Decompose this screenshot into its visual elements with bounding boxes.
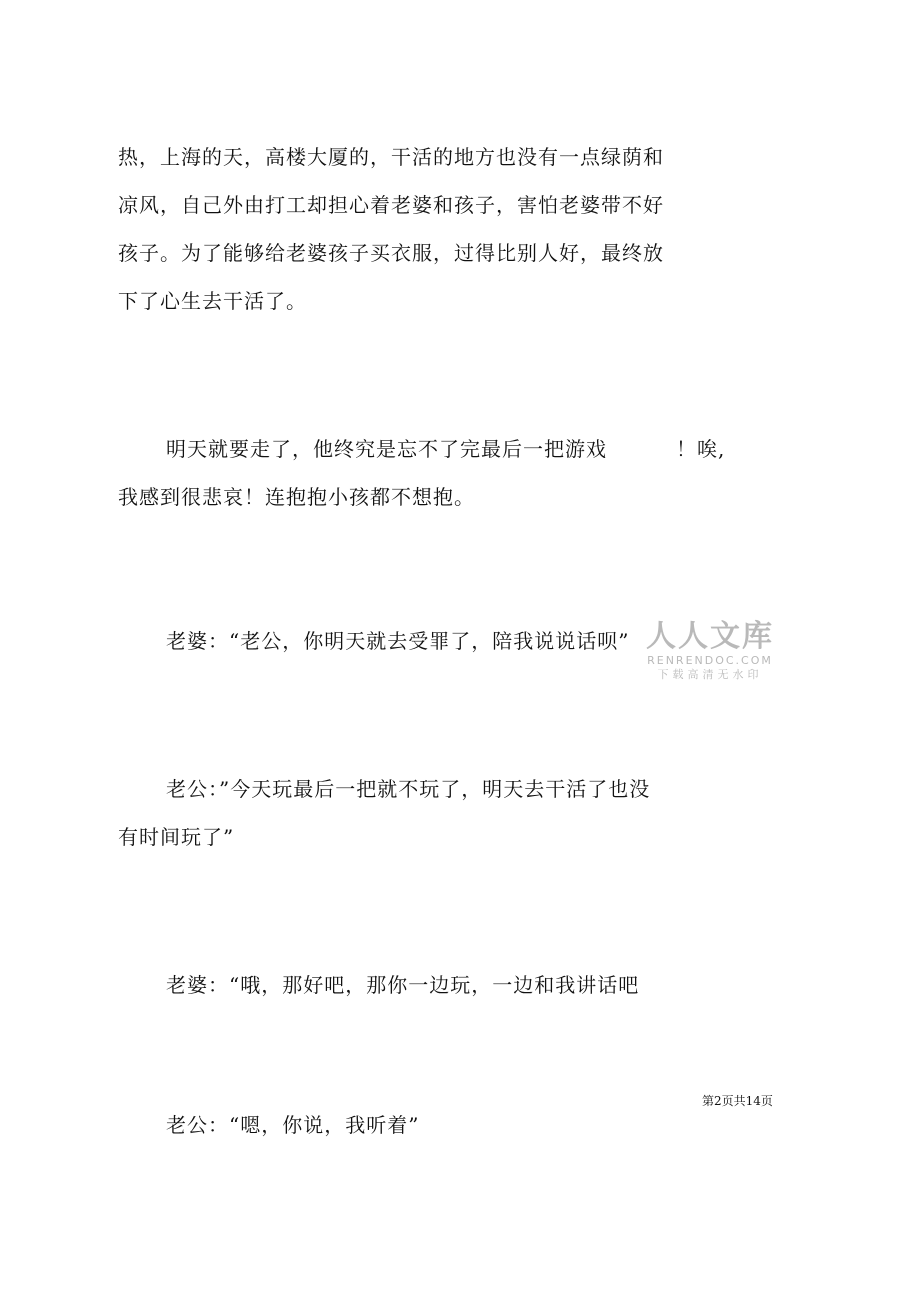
paragraph-2-line-1-part-2: ！唉, [676,437,726,461]
paragraph-2-line-2: 我感到很悲哀！连抱抱小孩都不想抱。 [118,485,475,509]
paragraph-1-line-1: 热，上海的天，高楼大厦的，干活的地方也没有一点绿荫和 [118,145,664,169]
paragraph-1-line-2: 凉风，自己外由打工却担心着老婆和孩子，害怕老婆带不好 [118,193,664,217]
paragraph-1-line-4: 下了心生去干活了。 [118,289,307,313]
watermark-tagline: 下载高清无水印 [657,668,763,681]
watermark-logo [645,620,775,682]
paragraph-5-line-1: 老婆：“哦，那好吧，那你一边玩，一边和我讲话吧 [166,973,640,997]
watermark-title: 人人文库 [646,619,774,654]
paragraph-4-line-1: 老公：”今天玩最后一把就不玩了，明天去干活了也没 [166,777,651,801]
paragraph-3-line-1: 老婆：“老公，你明天就去受罪了，陪我说说话呗” [166,629,630,653]
paragraph-6-line-1: 老公：“嗯，你说，我听着” [166,1113,420,1137]
watermark-domain: RENRENDOC.COM [647,654,773,667]
paragraph-1-line-3: 孩子。为了能够给老婆孩子买衣服，过得比别人好，最终放 [118,241,664,265]
page-number: 第2页共14页 [702,1094,773,1108]
paragraph-4-line-2: 有时间玩了” [118,825,235,849]
paragraph-2-line-1-part-1: 明天就要走了，他终究是忘不了完最后一把游戏 [166,437,607,461]
